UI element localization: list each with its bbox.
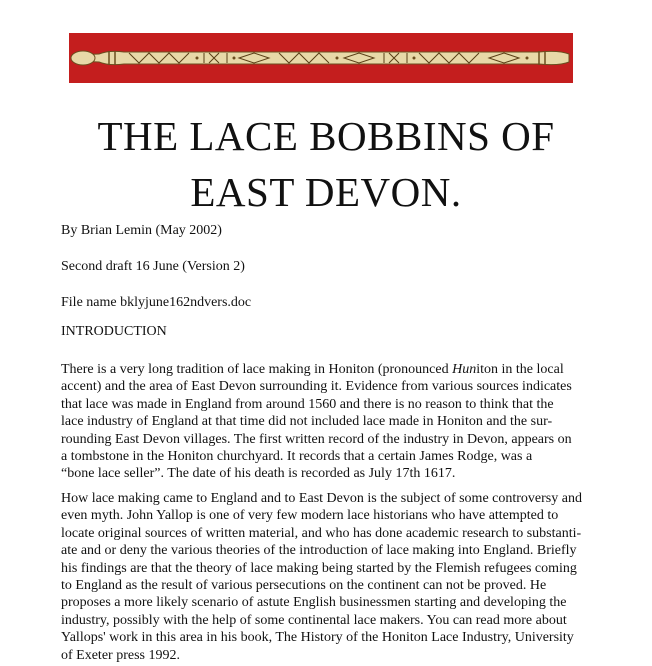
paragraph-line: accent) and the area of East Devon surrounding it. Evidence from various sources indicates — [61, 379, 572, 395]
paragraph-line: locate original sources of written material, and who has done academic research to substanti- — [61, 525, 582, 541]
text-run: iton in the local — [476, 362, 564, 377]
paragraph-line: of Exeter press 1992. — [61, 647, 180, 663]
filename-line: File name bklyjune162ndvers.doc — [61, 295, 252, 310]
paragraph-line: even myth. John Yallop is one of very few modern lace historians who have attempted to — [61, 508, 559, 524]
emphasis-text: Hun — [452, 362, 477, 377]
paragraph-line: a tombstone in the Honiton churchyard. It records that a certain James Rodge, was a — [61, 449, 533, 465]
paragraph-line: How lace making came to England and to East Devon is the subject of some controversy and — [61, 491, 582, 506]
paragraph-line: that lace was made in England from around 1560 and there is no reason to think that the — [61, 396, 554, 412]
paragraph-line: “bone lace seller”. The date of his death is recorded as July 17th 1617. — [61, 466, 456, 482]
author-line: By Brian Lemin (May 2002) — [61, 223, 222, 238]
text-run: There is a very long tradition of lace making in Honiton (pronounced — [61, 362, 453, 377]
paragraph-line: industry, possibly with the help of some continental lace makers. You can read more about — [61, 612, 567, 628]
paragraph-line: his findings are that the theory of lace making being started by the Flemish refugees coming — [61, 560, 577, 576]
paragraph-line: Yallops' work in this area in his book, The History of the Honiton Lace Industry, University — [61, 630, 574, 646]
paragraph-line: to England as the result of various persecutions on the continent can not be proved. He — [61, 578, 547, 594]
page-title — [0, 108, 652, 220]
title-line-1: THE LACE BOBBINS OF — [97, 113, 555, 159]
draft-line: Second draft 16 June (Version 2) — [61, 259, 245, 274]
lace-bobbin-icon — [69, 33, 573, 83]
paragraph-introduction — [61, 361, 601, 483]
title-line-2: EAST DEVON. — [190, 169, 462, 215]
paragraph-line — [61, 361, 601, 378]
paragraph-line: rounding East Devon villages. The first written record of the industry in Devon, appears on — [61, 431, 572, 447]
paragraph-line: lace industry of England at that time did not included lace made in Honiton and the sur- — [61, 414, 553, 430]
paragraph-line: ate and or deny the various theories of the introduction of lace making into England. Briefly — [61, 543, 577, 559]
paragraph-line: proposes a more likely scenario of astute English businessmen starting and developing the — [61, 595, 567, 611]
bobbin-banner-image — [69, 33, 573, 83]
paragraph-history — [61, 490, 601, 664]
section-heading: INTRODUCTION — [61, 324, 167, 339]
